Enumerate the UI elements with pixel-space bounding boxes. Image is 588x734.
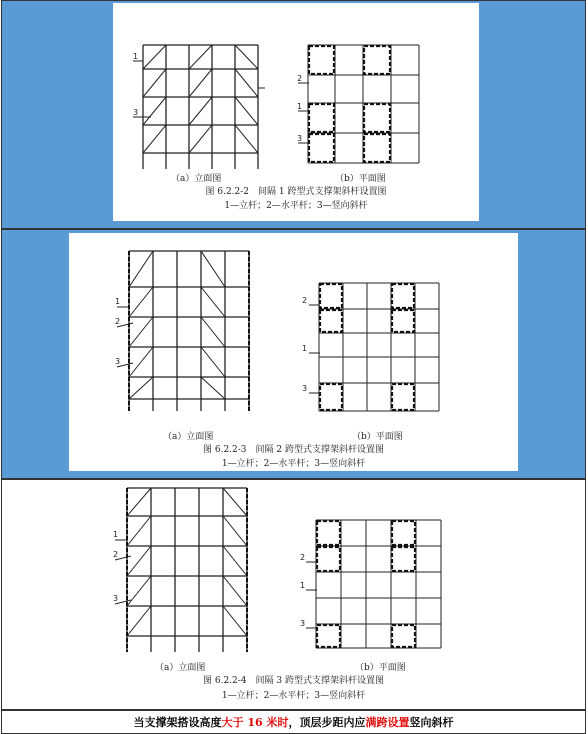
figure-caption: 图 6.2.2-4 间隔 3 跨型式支撑架斜杆设置图 [203,676,384,686]
callout-plan-2: 2 [300,553,306,562]
callout-elev-3: 3 [113,594,119,603]
callout-elev-1: 1 [115,297,121,306]
note-highlight-height: 大于 16 米时 [221,716,289,729]
callout-elev-3: 3 [115,357,121,366]
figure-row-1 [1,0,586,229]
callout-elev-2: 2 [113,550,119,559]
callout-elev-1: 1 [113,530,119,539]
callout-plan-1: 1 [302,344,308,353]
figure-row-3 [1,479,586,710]
callout-plan-2: 2 [297,74,303,83]
subcaption-plan: （b）平面图 [352,432,403,442]
plan-drawing-2 [69,233,518,471]
note-text [134,716,454,729]
subcaption-elevation: （a）立面图 [155,663,206,673]
figure-row-2 [1,229,586,479]
figure-panel-2 [69,233,518,471]
note-part-1: 当支撑架搭设高度 [133,716,222,729]
subcaption-elevation: （a）立面图 [163,432,214,442]
callout-plan-3: 3 [302,384,308,393]
callout-plan-3: 3 [297,134,303,143]
subcaption-plan: （b）平面图 [355,663,406,673]
figure-panel-1 [113,3,479,221]
callout-plan-2: 2 [302,296,308,305]
note-highlight-fullspan: 满跨设置 [365,716,410,729]
note-part-3: ，顶层步距内应 [288,716,366,729]
subcaption-plan: （b）平面图 [335,174,386,184]
callout-elev-1: 1 [133,52,139,61]
figure-legend: 1—立杆；2—水平杆；3—竖向斜杆 [224,201,368,211]
subcaption-elevation: （a）立面图 [171,174,222,184]
callout-plan-3: 3 [300,619,306,628]
callout-elev-2: 2 [115,317,121,326]
figure-legend: 1—立杆；2—水平杆；3—竖向斜杆 [221,459,366,469]
note-row [1,710,586,734]
callout-elev-3: 3 [133,108,139,117]
figure-legend: 1—立杆；2—水平杆；3—竖向斜杆 [221,691,366,701]
callout-plan-1: 1 [297,102,303,111]
note-part-5: 竖向斜杆 [409,716,454,729]
figure-panel-3 [101,480,486,708]
figure-caption: 图 6.2.2-2 间隔 1 跨型式支撑架斜杆设置图 [205,187,387,197]
callout-plan-1: 1 [300,581,306,590]
figure-caption: 图 6.2.2-3 间隔 2 跨型式支撑架斜杆设置图 [203,445,384,455]
